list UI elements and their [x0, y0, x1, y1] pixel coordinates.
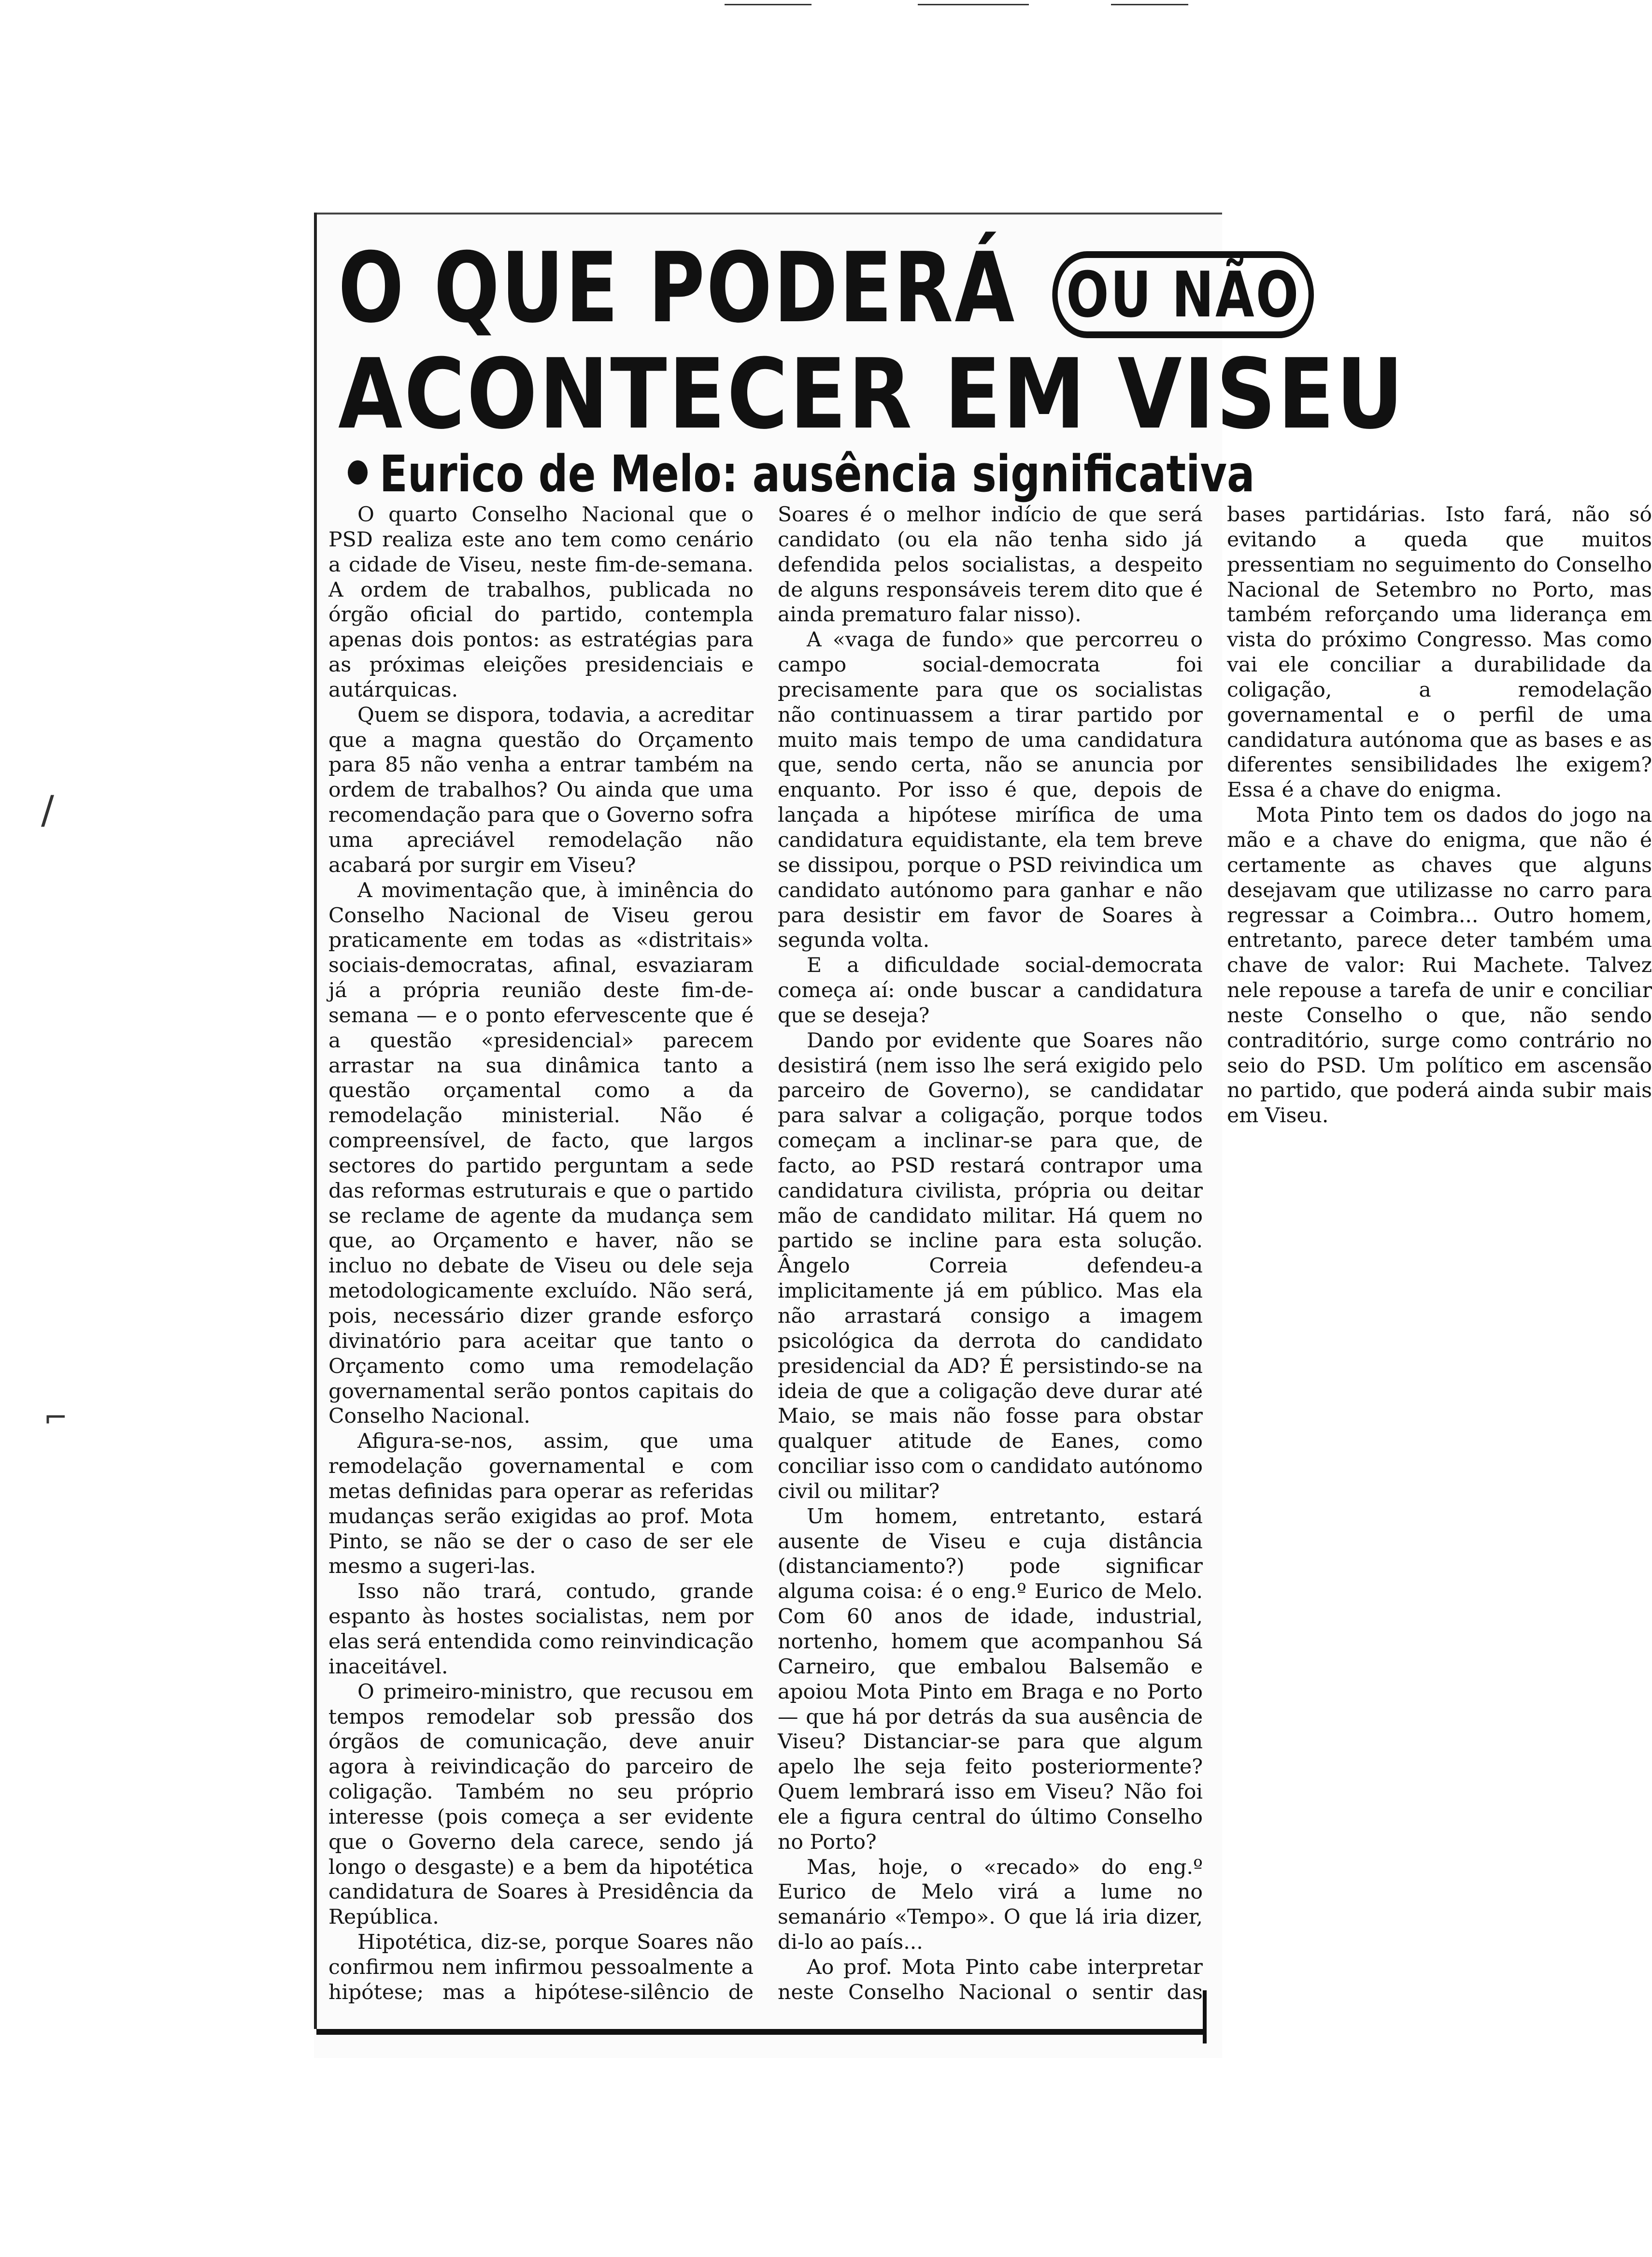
headline-line-1 [338, 232, 1300, 344]
paragraph: Dando por evidente que Soares não desistirá (nem isso lhe será exigido pelo parceiro de Governo), se candidatar para salvar a coligação, porque todos começam a inclinar-se para que, de facto, ao PSD restará contrapor uma candidatura civilista, própria ou deitar mão de candidato militar. Há quem no partido se incline para esta solução. Ângelo Correia defendeu-a implicitamente já em público. Mas ela não arrastará consigo a imagem psicológica da derrota do candidato presidencial da AD? É persistindo-se na ideia de que a coligação deve durar até Maio, se mais não fosse para obstar qualquer atitude de Eanes, como conciliar isso com o candidato autónomo civil ou militar? [778, 1029, 1203, 1503]
paragraph: Ao prof. Mota Pinto cabe interpretar neste Conselho Nacional o sentir das bases partidárias. Isto fará, não só evitando a queda que muitos pressentiam no seguimento do Conselho Nacional de Setembro no Porto, mas também reforçando uma liderança em vista do próximo Congresso. Mas como vai ele conciliar a durabilidade da coligação, a remodelação governamental e o perfil de uma candidatura autónoma que as bases e as diferentes sensibilidades lhe exigem? Essa é a chave do enigma. [778, 503, 1652, 2004]
paragraph: Mota Pinto tem os dados do jogo na mão e a chave do enigma, que não é certamente as chaves que alguns desejavam que utilizasse no carro para regressar a Coimbra... Outro homem, entretanto, parece deter também uma chave de valor: Rui Machete. Talvez nele repouse a tarefa de unir e conciliar neste Conselho o que, não sendo contraditório, surge como contrário no seio do PSD. Um político em ascensão no partido, que poderá ainda subir mais em Viseu. [1227, 803, 1652, 1128]
paragraph: Mas, hoje, o «recado» do eng.º Eurico de Melo virá a lume no semanário «Tempo». O que lá iria dizer, di-lo ao país... [778, 1855, 1203, 1955]
scan-artifact [725, 4, 812, 5]
article-body [328, 502, 1652, 2019]
paragraph: O quarto Conselho Nacional que o PSD realiza este ano tem como cenário a cidade de Viseu, neste fim-de-semana. A ordem de trabalhos, publicada no órgão oficial do partido, contempla apenas dois pontos: as estratégias para as próximas eleições presidenciais e autárquicas. [328, 503, 754, 702]
paragraph: O primeiro-ministro, que recusou em tempos remodelar sob pressão dos órgãos de comunicação, deve anuir agora à reivindicação do parceiro de coligação. Também no seu próprio interesse (pois começa a ser evidente que o Governo dela carece, sendo já longo o desgaste) e a bem da hipotética candidatura de Soares à Presidência da República. [328, 1680, 754, 1929]
paragraph: E a dificuldade social-democrata começa aí: onde buscar a candidatura que se deseja? [778, 954, 1203, 1028]
article-end-mark [1203, 1990, 1207, 2043]
headline-parenthetical: OU NÃO [1052, 251, 1314, 338]
scan-artifact [918, 4, 1029, 5]
margin-pen-mark: ∕ [41, 787, 54, 832]
headline-text: O QUE PODERÁ [338, 232, 1016, 344]
article-end-rule [316, 2029, 1205, 2035]
clipping-left-rule [314, 213, 317, 2029]
subheadline-text: Eurico de Melo: ausência significativa [379, 444, 1255, 503]
scan-artifact [1111, 4, 1188, 5]
headline-line-2: ACONTECER EM VISEU [338, 338, 1405, 451]
paragraph: A «vaga de fundo» que percorreu o campo social-democrata foi precisamente para que os socialistas não continuassem a tirar partido por muito mais tempo de uma candidatura que, sendo certa, não se anuncia por enquanto. Por isso é que, depois de lançada a hipótese mirífica de uma candidatura equidistante, ela tem breve se dissipou, porque o PSD reivindica um candidato autónomo para ganhar e não para desistir em favor de Soares à segunda volta. [778, 628, 1203, 953]
paragraph: Um homem, entretanto, estará ausente de Viseu e cuja distância (distanciamento?) pode significar alguma coisa: é o eng.º Eurico de Melo. Com 60 anos de idade, industrial, nortenho, homem que acompanhou Sá Carneiro, que embalou Balsemão e apoiou Mota Pinto em Braga e no Porto — que há por detrás da sua ausência de Viseu? Distanciar-se para que algum apelo lhe seja feito posteriormente? Quem lembrará isso em Viseu? Não foi ele a figura central do último Conselho no Porto? [778, 1504, 1203, 1854]
paragraph: Quem se dispora, todavia, a acreditar que a magna questão do Orçamento para 85 não venha a entrar também na ordem de trabalhos? Ou ainda que uma recomendação para que o Governo sofra uma apreciável remodelação não acabará por surgir em Viseu? [328, 703, 754, 877]
paragraph: A movimentação que, à iminência do Conselho Nacional de Viseu gerou praticamente em todas as «distritais» sociais-democratas, afinal, esvaziaram já a própria reunião deste fim-de-semana — e o ponto efervescente que é a questão «presidencial» parecem arrastar na sua dinâmica tanto a questão orçamental como a da remodelação ministerial. Não é compreensível, de facto, que largos sectores do partido perguntam a sede das reformas estruturais e que o partido se reclame de agente da mudança sem que, ao Orçamento e haver, não se incluo no debate de Viseu ou dele seja metodologicamente excluído. Não será, pois, necessário dizer grande esforço divinatório para aceitar que tanto o Orçamento como uma remodelação governamental serão pontos capitais do Conselho Nacional. [328, 878, 754, 1428]
subheadline [348, 444, 1255, 503]
margin-pen-mark: ⌐ [43, 1401, 68, 1435]
paragraph: Isso não trará, contudo, grande espanto às hostes socialistas, nem por elas será entendida como reinvindicação inaceitável. [328, 1580, 754, 1679]
bullet-icon [348, 460, 368, 485]
clipping-top-edge [314, 213, 1222, 214]
paragraph: Afigura-se-nos, assim, que uma remodelação governamental e com metas definidas para operar as referidas mudanças serão exigidas ao prof. Mota Pinto, se não se der o caso de ser ele mesmo a sugeri-las. [328, 1429, 754, 1579]
paragraph: Hipotética, diz-se, porque Soares não confirmou nem infirmou pessoalmente a hipótese; mas a hipótese-silêncio de Soares é o melhor indício de que será candidato (ou ela não tenha sido já defendida pelos socialistas, a despeito de alguns responsáveis terem dito que é ainda prematuro falar nisso). [328, 503, 1203, 2004]
